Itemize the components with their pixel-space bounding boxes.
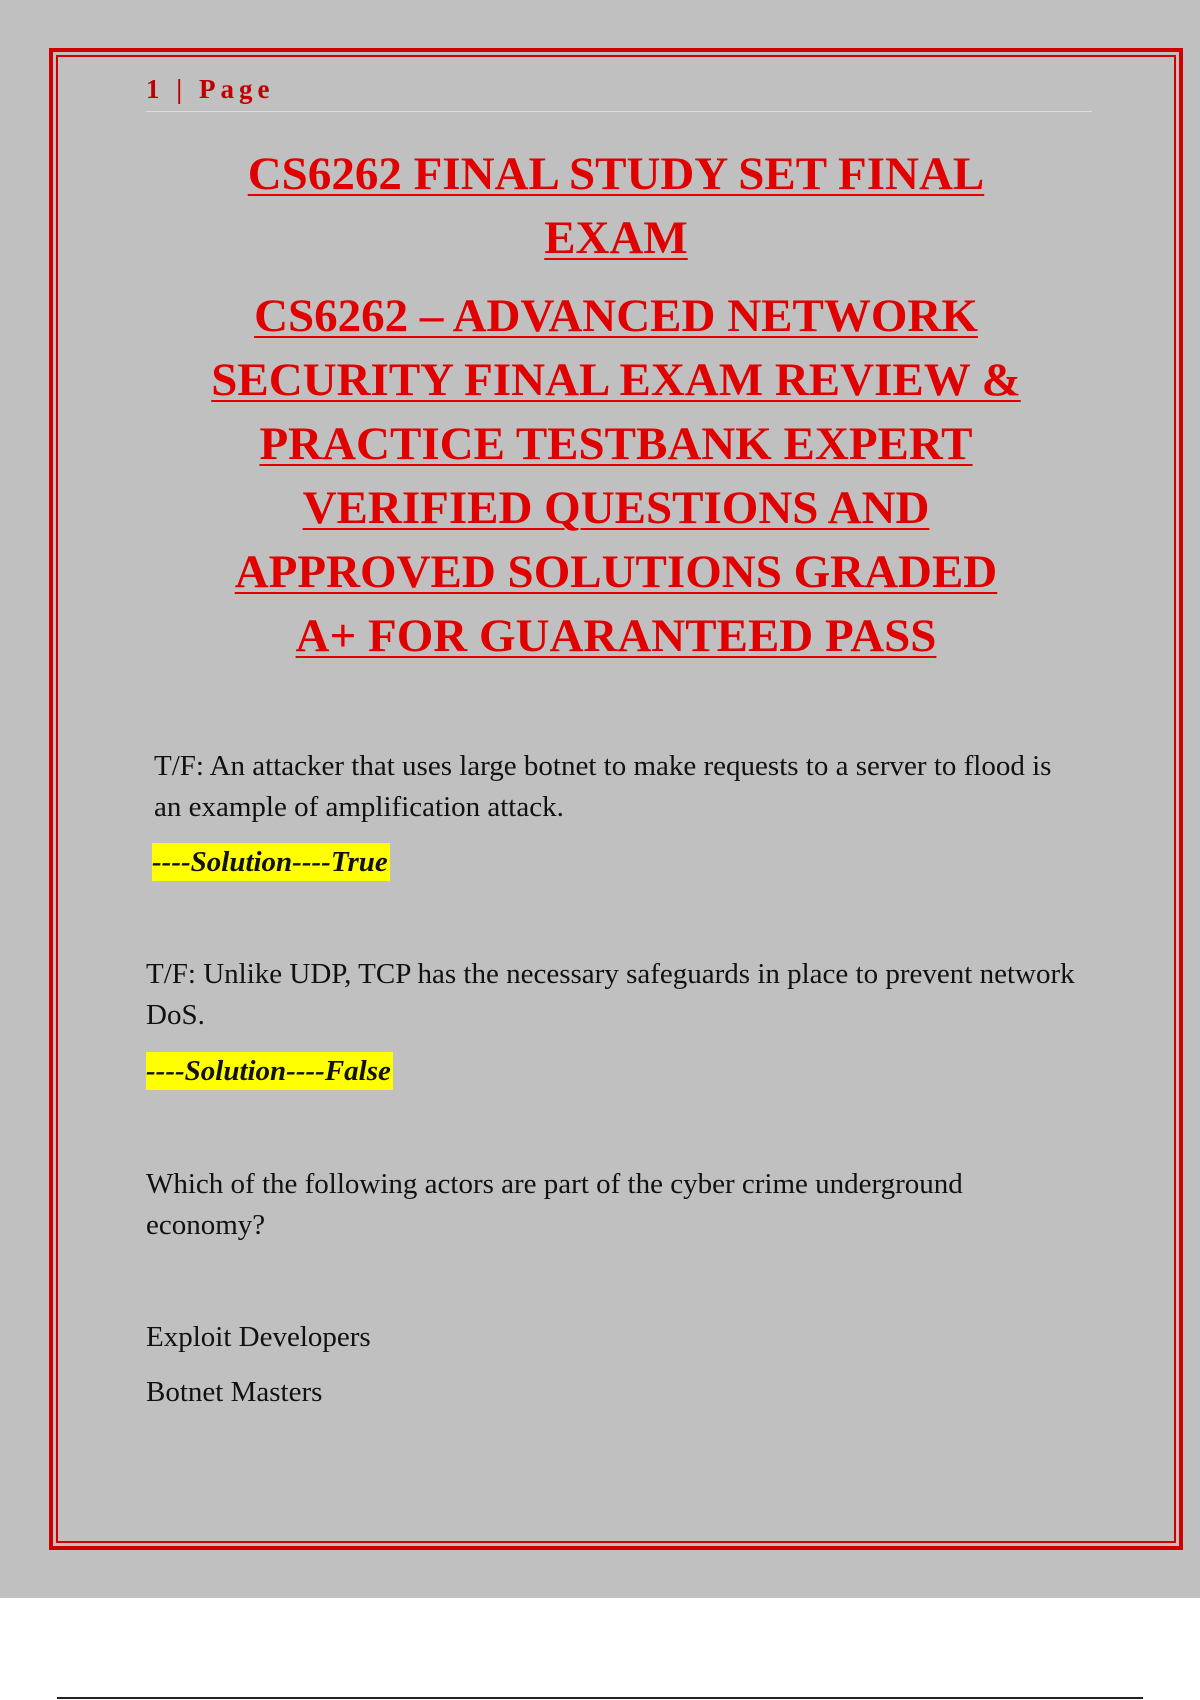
subtitle-line-5: APPROVED SOLUTIONS GRADED [234, 546, 998, 598]
title-line-2: EXAM [544, 212, 688, 264]
subtitle-line-6: A+ FOR GUARANTEED PASS [295, 610, 937, 662]
footer-divider [57, 1697, 1143, 1699]
page-header [146, 72, 1092, 112]
question-2-text: T/F: Unlike UDP, TCP has the necessary safeguards in place to prevent network DoS. [146, 958, 1075, 1031]
question-2-solution: ----Solution----False [146, 1052, 393, 1090]
question-3-option-1: Exploit Developers [146, 1321, 371, 1353]
question-1-text: T/F: An attacker that uses large botnet to make requests to a server to flood is an example of amplification attack. [154, 750, 1052, 823]
subtitle-line-4: VERIFIED QUESTIONS AND [302, 482, 930, 534]
document-title [130, 142, 1102, 668]
subtitle [130, 284, 1102, 668]
question-1-solution: ----Solution----True [152, 843, 390, 881]
subtitle-line-2: SECURITY FINAL EXAM REVIEW & [211, 354, 1021, 406]
question-3-option-2: Botnet Masters [146, 1376, 323, 1408]
page-number: 1 | Page [146, 74, 275, 104]
subtitle-line-3: PRACTICE TESTBANK EXPERT [259, 418, 973, 470]
subtitle-line-1: CS6262 – ADVANCED NETWORK [254, 290, 978, 342]
question-3-text: Which of the following actors are part of the cyber crime underground economy? [146, 1168, 963, 1241]
title-line-1: CS6262 FINAL STUDY SET FINAL [247, 148, 985, 200]
